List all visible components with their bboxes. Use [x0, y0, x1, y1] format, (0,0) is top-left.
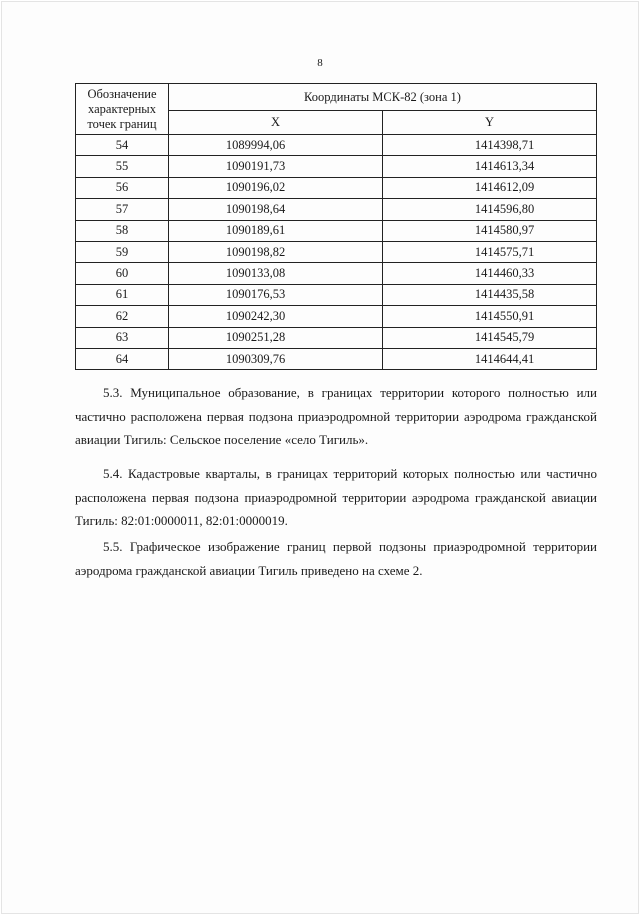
table-row	[76, 220, 597, 241]
cell-y: 1414460,33	[383, 263, 597, 284]
cell-x: 1090189,61	[169, 220, 383, 241]
cell-y: 1414435,58	[383, 284, 597, 305]
paragraph-5-4-text: 5.4. Кадастровые кварталы, в границах территорий которых полностью или частично расположена первая подзона приаэродромной территории аэродрома гражданской авиации Тигиль: 82:01:0000011, 82:01:0000019.	[75, 466, 597, 528]
table-row	[76, 135, 597, 156]
cell-x: 1090176,53	[169, 284, 383, 305]
paragraph-5-4	[75, 462, 597, 533]
table-row	[76, 284, 597, 305]
table-row	[76, 199, 597, 220]
cell-point: 59	[76, 241, 169, 262]
table-row	[76, 241, 597, 262]
cell-point: 64	[76, 348, 169, 369]
paragraph-5-3-text: 5.3. Муниципальное образование, в границах территории которого полностью или частично расположена первая подзона приаэродромной территории аэродрома гражданской авиации Тигиль: Сельское поселение «село Тигиль».	[75, 385, 597, 447]
cell-y: 1414575,71	[383, 241, 597, 262]
cell-x: 1090198,64	[169, 199, 383, 220]
header-y: Y	[383, 111, 597, 135]
cell-x: 1090191,73	[169, 156, 383, 177]
paragraph-5-5-text: 5.5. Графическое изображение границ первой подзоны приаэродромной территории аэродрома гражданской авиации Тигиль приведено на схеме 2.	[75, 539, 597, 578]
cell-x: 1090196,02	[169, 177, 383, 198]
table-row	[76, 263, 597, 284]
cell-x: 1090251,28	[169, 327, 383, 348]
cell-y: 1414644,41	[383, 348, 597, 369]
table-row	[76, 306, 597, 327]
cell-point: 55	[76, 156, 169, 177]
cell-point: 62	[76, 306, 169, 327]
coordinates-table	[75, 83, 597, 370]
cell-point: 56	[76, 177, 169, 198]
paragraph-5-3	[75, 381, 597, 452]
cell-y: 1414398,71	[383, 135, 597, 156]
paragraph-5-5	[75, 535, 597, 582]
cell-x: 1090198,82	[169, 241, 383, 262]
cell-point: 63	[76, 327, 169, 348]
page-number: 8	[317, 57, 323, 69]
cell-point: 54	[76, 135, 169, 156]
table-row	[76, 327, 597, 348]
cell-y: 1414596,80	[383, 199, 597, 220]
table-row	[76, 348, 597, 369]
cell-x: 1090133,08	[169, 263, 383, 284]
cell-x: 1090309,76	[169, 348, 383, 369]
cell-point: 58	[76, 220, 169, 241]
cell-point: 57	[76, 199, 169, 220]
header-point-designation: Обозначение характерных точек границ	[76, 84, 169, 135]
cell-y: 1414580,97	[383, 220, 597, 241]
cell-x: 1090242,30	[169, 306, 383, 327]
cell-y: 1414550,91	[383, 306, 597, 327]
cell-x: 1089994,06	[169, 135, 383, 156]
table-row	[76, 156, 597, 177]
cell-y: 1414613,34	[383, 156, 597, 177]
header-coordinates-system: Координаты МСК-82 (зона 1)	[169, 84, 597, 111]
cell-point: 60	[76, 263, 169, 284]
cell-point: 61	[76, 284, 169, 305]
table-row	[76, 177, 597, 198]
header-x: X	[169, 111, 383, 135]
cell-y: 1414612,09	[383, 177, 597, 198]
cell-y: 1414545,79	[383, 327, 597, 348]
